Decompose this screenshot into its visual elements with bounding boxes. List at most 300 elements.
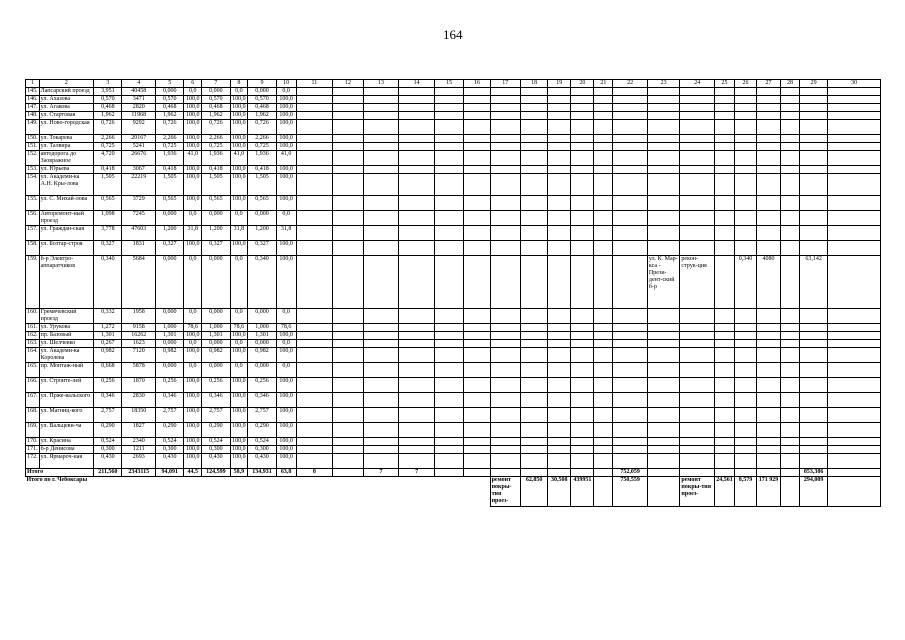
table-cell (594, 438, 613, 446)
table-cell (363, 226, 399, 241)
table-cell (333, 393, 363, 408)
table-cell (680, 348, 715, 363)
table-cell: 100,0 (276, 166, 296, 174)
table-cell: 3,951 (94, 88, 122, 96)
table-cell (828, 423, 881, 438)
table-cell: 0,524 (94, 438, 122, 446)
table-cell (363, 151, 399, 166)
table-cell (781, 196, 800, 211)
table-cell (715, 104, 735, 112)
table-cell: 18350 (122, 408, 156, 423)
table-cell: 100,0 (184, 135, 202, 143)
table-cell: 0,0 (230, 88, 248, 96)
table-cell (680, 135, 715, 143)
table-row (26, 241, 881, 256)
table-cell (363, 112, 399, 120)
table-cell (399, 120, 435, 135)
table-cell (435, 120, 464, 135)
table-cell (734, 324, 756, 332)
table-cell: 0,565 (248, 196, 276, 211)
table-cell (613, 120, 648, 135)
table-cell: 100,0 (184, 446, 202, 454)
table-cell (613, 408, 648, 423)
table-cell: 0,725 (248, 143, 276, 151)
table-cell: 0,726 (202, 120, 230, 135)
table-cell (548, 96, 571, 104)
table-cell (756, 423, 780, 438)
column-number: 2 (39, 80, 94, 88)
table-cell (464, 378, 490, 393)
table-cell (521, 166, 548, 174)
table-cell: 2,266 (156, 135, 184, 143)
table-cell: 0,0 (230, 256, 248, 309)
table-cell (781, 309, 800, 324)
table-cell (490, 166, 520, 174)
table-cell (435, 104, 464, 112)
table-cell: 0,346 (248, 393, 276, 408)
table-cell: 0,0 (230, 363, 248, 378)
table-cell: ул. Ярмароч-ная (39, 454, 94, 469)
table-cell (734, 96, 756, 104)
table-cell (435, 348, 464, 363)
table-cell (464, 226, 490, 241)
table-cell (435, 112, 464, 120)
table-cell: 0,430 (248, 454, 276, 469)
table-row (26, 88, 881, 96)
table-cell: 2,266 (94, 135, 122, 143)
table-cell (333, 454, 363, 469)
table-cell: 1,301 (156, 332, 184, 340)
table-cell: 164. (26, 348, 40, 363)
table-cell (680, 104, 715, 112)
table-cell: ул. Шелчевко (39, 340, 94, 348)
table-cell: 0,0 (184, 363, 202, 378)
table-cell (571, 226, 594, 241)
table-cell (464, 309, 490, 324)
table-cell (680, 166, 715, 174)
table-cell (828, 135, 881, 143)
table-cell: 0,570 (202, 96, 230, 104)
table-cell: 2343115 (122, 469, 156, 477)
table-cell (594, 340, 613, 348)
table-cell (594, 226, 613, 241)
table-cell: 150. (27, 135, 38, 141)
table-cell (399, 135, 435, 143)
table-row (26, 112, 881, 120)
table-cell: 0,256 (156, 378, 184, 393)
table-cell (828, 324, 881, 332)
table-cell (521, 378, 548, 393)
table-cell: 0,0 (184, 211, 202, 226)
table-cell (490, 120, 520, 135)
column-number: 3 (94, 80, 122, 88)
table-cell: 100,0 (184, 174, 202, 196)
table-cell (333, 143, 363, 151)
table-cell: 5241 (122, 143, 156, 151)
table-cell (399, 174, 435, 196)
table-cell: 2,757 (202, 408, 230, 423)
table-cell (799, 96, 827, 104)
table-cell (399, 88, 435, 96)
table-cell (548, 151, 571, 166)
table-cell: б-р Электро-аппаратчиков (39, 256, 94, 309)
table-cell (363, 340, 399, 348)
table-cell: 211,560 (94, 469, 122, 477)
table-cell (333, 408, 363, 423)
table-cell (333, 363, 363, 378)
table-cell (571, 135, 594, 143)
table-cell (594, 309, 613, 324)
table-cell (435, 469, 464, 477)
table-cell: 100,0 (184, 393, 202, 408)
table-cell (333, 226, 363, 241)
table-cell (613, 226, 648, 241)
table-cell (296, 151, 333, 166)
table-cell (435, 256, 464, 309)
table-cell: 0,0 (184, 340, 202, 348)
table-cell (781, 211, 800, 226)
table-cell: 63,142 (799, 256, 827, 309)
table-cell (363, 438, 399, 446)
table-cell (734, 88, 756, 96)
table-cell: 20167 (122, 135, 156, 143)
table-cell (799, 120, 827, 135)
table-cell: 100,0 (230, 166, 248, 174)
table-cell (594, 408, 613, 423)
table-cell: 1,936 (156, 151, 184, 166)
table-cell (756, 112, 780, 120)
table-cell (521, 340, 548, 348)
table-cell (799, 104, 827, 112)
table-cell (464, 423, 490, 438)
table-cell (781, 348, 800, 363)
table-cell: 1,098 (94, 211, 122, 226)
table-cell: 1827 (122, 423, 156, 438)
table-cell (715, 166, 735, 174)
table-cell: 100,0 (276, 143, 296, 151)
table-cell: 159. (26, 256, 40, 309)
table-cell (647, 309, 680, 324)
table-cell (296, 438, 333, 446)
table-cell (781, 96, 800, 104)
table-cell (828, 348, 881, 363)
table-cell: ул. Вальцеви-ча (39, 423, 94, 438)
table-cell (464, 135, 490, 143)
column-number: 19 (548, 80, 571, 88)
table-cell (594, 446, 613, 454)
table-cell (521, 151, 548, 166)
table-cell: 0,290 (94, 423, 122, 438)
table-cell (594, 112, 613, 120)
table-row (26, 309, 881, 324)
table-cell: ул. Талвира (39, 143, 94, 151)
table-cell (781, 256, 800, 309)
table-cell (399, 423, 435, 438)
table-cell: 134,931 (248, 469, 276, 477)
table-cell: 1211 (122, 446, 156, 454)
table-cell: рекон-струк-ция (680, 256, 715, 309)
table-cell (828, 332, 881, 340)
table-cell: 11968 (122, 112, 156, 120)
table-cell (781, 174, 800, 196)
column-number: 5 (156, 80, 184, 88)
table-cell: ул. К. Мар-кса - Прези-дент-ский б-р (647, 256, 680, 309)
table-cell (799, 196, 827, 211)
table-cell (594, 378, 613, 393)
table-cell (490, 438, 520, 446)
table-cell (647, 135, 680, 143)
table-cell: 0,0 (184, 88, 202, 96)
table-cell (548, 104, 571, 112)
table-row (26, 211, 881, 226)
table-cell (828, 143, 881, 151)
table-cell: 0,000 (156, 256, 184, 309)
table-cell (734, 196, 756, 211)
table-cell (490, 309, 520, 324)
column-number: 26 (734, 80, 756, 88)
table-cell (399, 166, 435, 174)
table-cell: Итого по г. Чебоксары (26, 477, 491, 507)
total-row (26, 469, 881, 477)
table-cell (521, 241, 548, 256)
table-cell (571, 166, 594, 174)
table-cell (680, 340, 715, 348)
table-cell (464, 324, 490, 332)
table-cell (571, 348, 594, 363)
table-cell (490, 151, 520, 166)
table-cell (333, 135, 363, 143)
table-cell (464, 438, 490, 446)
table-cell (799, 143, 827, 151)
table-cell: 0,000 (202, 340, 230, 348)
table-cell (435, 454, 464, 469)
table-cell (571, 446, 594, 454)
table-cell (548, 143, 571, 151)
table-cell (594, 469, 613, 477)
table-cell (363, 174, 399, 196)
table-cell (828, 196, 881, 211)
table-cell (296, 340, 333, 348)
table-cell: 171 929 (756, 477, 780, 507)
table-cell (464, 469, 490, 477)
table-cell (464, 120, 490, 135)
column-number-row (26, 80, 881, 88)
table-cell (647, 363, 680, 378)
table-cell (296, 120, 333, 135)
table-cell (756, 469, 780, 477)
table-cell (521, 211, 548, 226)
table-cell (781, 151, 800, 166)
table-cell (490, 446, 520, 454)
table-cell (799, 438, 827, 446)
table-cell (490, 348, 520, 363)
table-cell: 4,720 (94, 151, 122, 166)
table-cell: 100,0 (184, 241, 202, 256)
table-cell (734, 378, 756, 393)
table-cell: 0,340 (734, 256, 756, 309)
table-cell (715, 196, 735, 211)
table-cell (781, 454, 800, 469)
table-cell (799, 348, 827, 363)
table-cell: 78,6 (276, 324, 296, 332)
table-cell (828, 120, 881, 135)
table-cell (521, 309, 548, 324)
table-cell: 100,0 (184, 104, 202, 112)
table-cell (613, 363, 648, 378)
table-cell (435, 143, 464, 151)
table-cell: 78,6 (184, 324, 202, 332)
table-cell (399, 256, 435, 309)
table-cell: 7 (399, 469, 435, 477)
table-cell (613, 454, 648, 469)
table-cell (464, 211, 490, 226)
table-cell (715, 378, 735, 393)
table-cell (333, 324, 363, 332)
table-cell: 5684 (122, 256, 156, 309)
table-cell: 100,0 (276, 196, 296, 211)
table-cell (680, 446, 715, 454)
table-cell: 0,726 (248, 120, 276, 135)
table-cell: 0,430 (156, 454, 184, 469)
table-row (26, 393, 881, 408)
table-cell (647, 143, 680, 151)
table-cell (571, 241, 594, 256)
table-cell (680, 96, 715, 104)
table-cell (571, 104, 594, 112)
table-cell (613, 340, 648, 348)
table-row (26, 135, 881, 143)
table-cell (521, 438, 548, 446)
table-cell: 2830 (122, 393, 156, 408)
table-cell (680, 226, 715, 241)
table-cell (363, 454, 399, 469)
table-cell (799, 378, 827, 393)
table-cell: 160. (26, 309, 40, 324)
table-cell (680, 469, 715, 477)
table-cell: 163. (27, 340, 38, 346)
table-cell (594, 241, 613, 256)
table-cell (647, 151, 680, 166)
table-cell (399, 408, 435, 423)
table-cell (828, 454, 881, 469)
column-number: 29 (799, 80, 827, 88)
table-cell (548, 88, 571, 96)
table-cell: 31,8 (230, 226, 248, 241)
table-cell (781, 393, 800, 408)
table-cell: 0,524 (248, 438, 276, 446)
table-cell: 0,565 (94, 196, 122, 211)
table-cell (296, 393, 333, 408)
table-row (26, 348, 881, 363)
table-cell (296, 143, 333, 151)
table-cell: 8 (296, 469, 333, 477)
table-cell: 149. (26, 120, 40, 135)
table-cell: 158. (26, 241, 40, 256)
table-cell (715, 211, 735, 226)
table-cell (594, 324, 613, 332)
table-cell: 0,300 (248, 446, 276, 454)
column-number: 22 (613, 80, 648, 88)
table-cell: 0,000 (248, 340, 276, 348)
table-cell (799, 324, 827, 332)
table-cell (548, 423, 571, 438)
table-cell: 0,468 (248, 104, 276, 112)
table-cell: ремонт покры-тия проез- (490, 477, 520, 507)
table-cell: 0,290 (202, 423, 230, 438)
table-cell: 8,579 (734, 477, 756, 507)
table-cell (680, 241, 715, 256)
table-cell: 22219 (122, 174, 156, 196)
table-cell: 0,726 (94, 120, 122, 135)
table-cell (680, 454, 715, 469)
table-cell (828, 104, 881, 112)
table-cell: 0,332 (94, 309, 122, 324)
table-cell (399, 196, 435, 211)
column-number: 10 (276, 80, 296, 88)
table-cell: 100,0 (276, 423, 296, 438)
table-cell (799, 166, 827, 174)
table-cell (464, 241, 490, 256)
table-cell: 100,0 (230, 378, 248, 393)
table-cell (828, 378, 881, 393)
column-number: 11 (296, 80, 333, 88)
table-cell (781, 104, 800, 112)
road-report-table (25, 79, 881, 507)
table-cell (399, 454, 435, 469)
table-cell (734, 112, 756, 120)
table-cell: 0,000 (248, 309, 276, 324)
table-cell: 1,936 (248, 151, 276, 166)
table-cell: 2,757 (156, 408, 184, 423)
table-cell: 1,505 (202, 174, 230, 196)
table-cell (571, 112, 594, 120)
column-number: 6 (184, 80, 202, 88)
table-cell (613, 423, 648, 438)
table-cell (490, 241, 520, 256)
table-cell (781, 120, 800, 135)
table-cell: 0,000 (202, 363, 230, 378)
table-cell (464, 408, 490, 423)
table-cell (490, 324, 520, 332)
table-cell: ул. Красина (39, 438, 94, 446)
table-cell: 100,0 (276, 446, 296, 454)
table-cell: ул. Юрьева (39, 166, 94, 174)
table-cell: 439951 (571, 477, 594, 507)
table-cell (521, 226, 548, 241)
table-cell (734, 211, 756, 226)
table-cell: 0,256 (94, 378, 122, 393)
table-cell (715, 174, 735, 196)
table-cell: 58,9 (230, 469, 248, 477)
table-cell (715, 469, 735, 477)
table-cell: 30,508 (548, 477, 571, 507)
table-cell (613, 211, 648, 226)
table-cell (296, 363, 333, 378)
table-cell: 169. (26, 423, 40, 438)
table-cell (734, 340, 756, 348)
table-cell: 4080 (756, 256, 780, 309)
table-cell: 100,0 (230, 135, 248, 143)
table-cell: 0,327 (156, 241, 184, 256)
table-cell: ул. Академи-ка Королева (39, 348, 94, 363)
table-cell (363, 96, 399, 104)
table-cell (647, 469, 680, 477)
table-cell: ул. Академи-ка А.Н. Кры-лова (39, 174, 94, 196)
table-cell: 100,0 (230, 348, 248, 363)
table-cell (756, 88, 780, 96)
table-cell (464, 332, 490, 340)
table-cell (333, 104, 363, 112)
